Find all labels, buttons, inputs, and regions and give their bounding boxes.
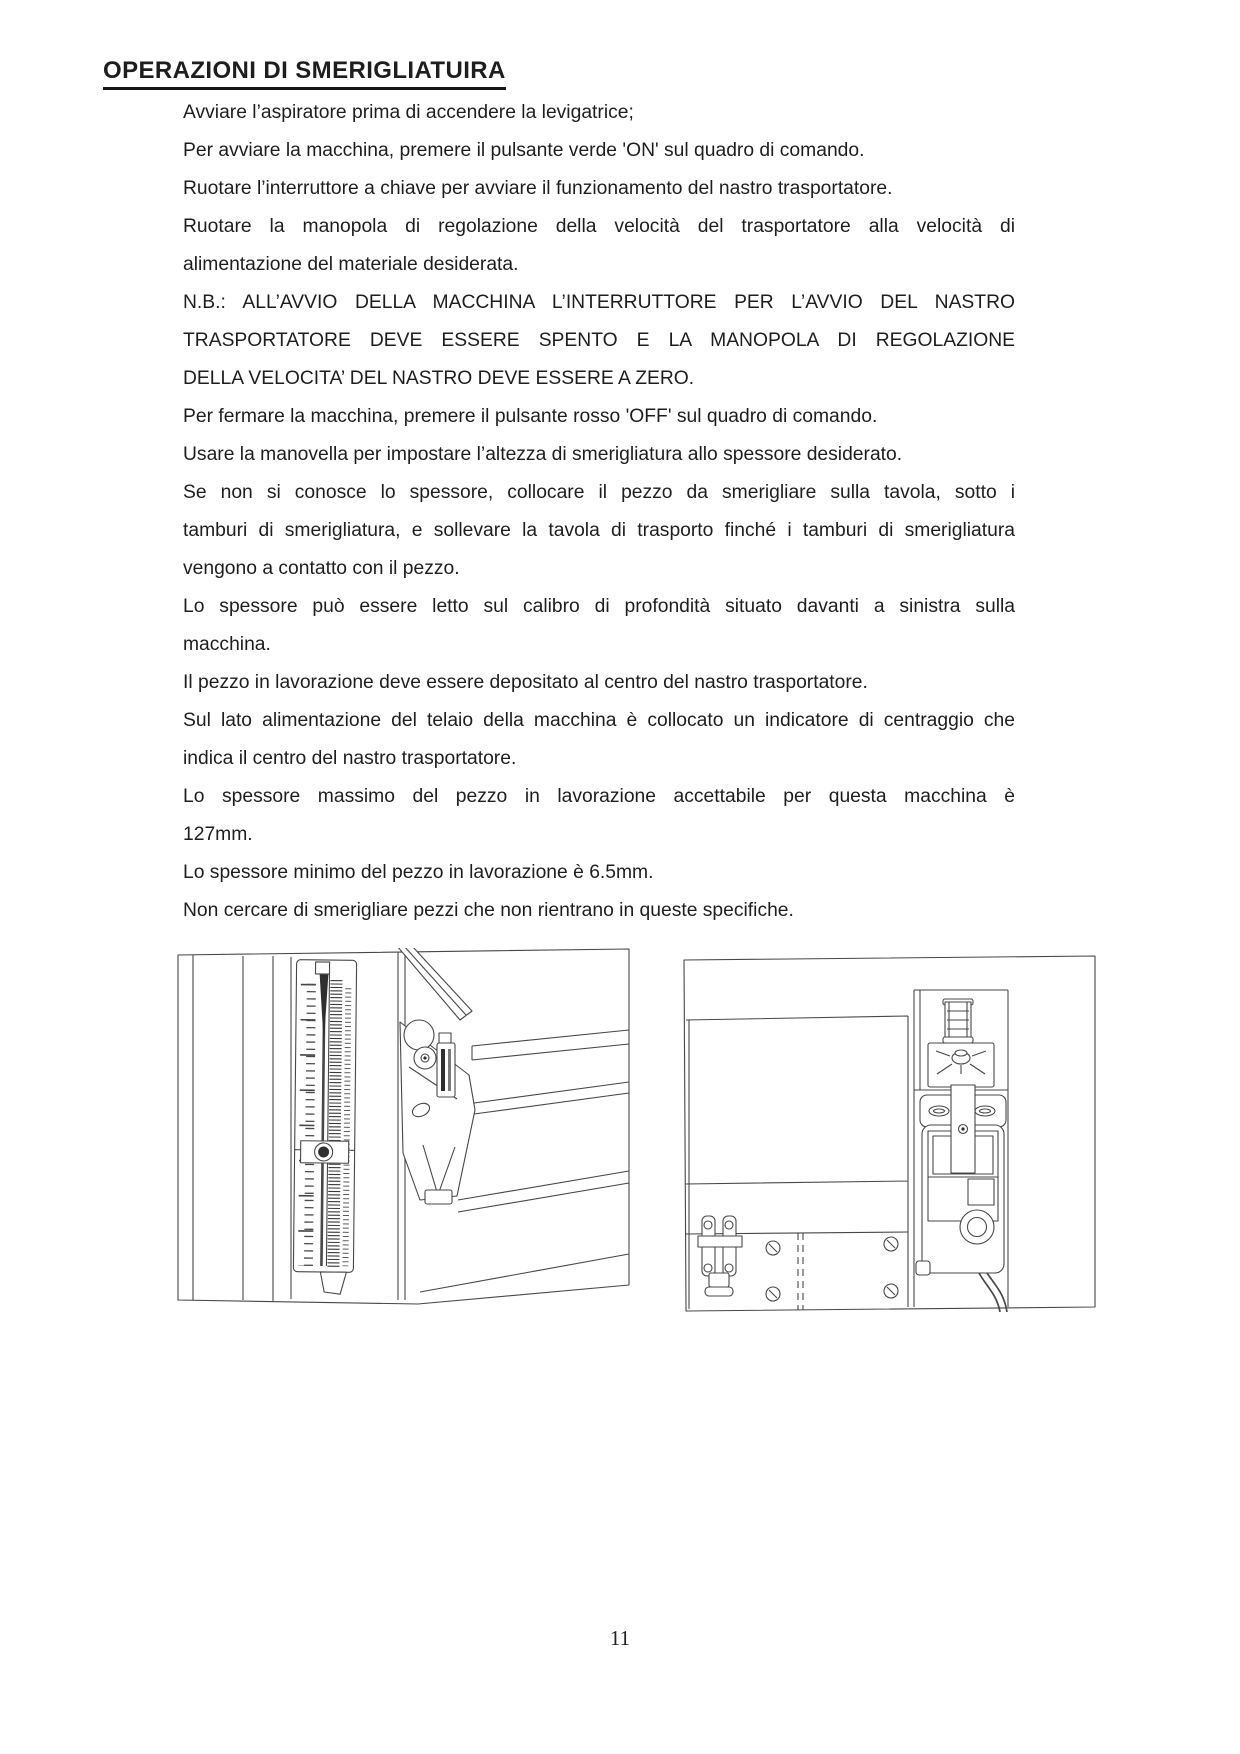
text-line: Sul lato alimentazione del telaio della macchina è collocato un indicatore di centraggio che [183, 710, 1015, 731]
panel-lines [686, 1016, 908, 1307]
power-cable [979, 1273, 1007, 1312]
text-line: Lo spessore massimo del pezzo in lavorazione accettabile per questa macchina è [183, 786, 1015, 807]
figure-border [684, 956, 1095, 1311]
page-number: 11 [609, 1626, 631, 1650]
figure-control-panel-drawing [682, 955, 1098, 1315]
text-line: Usare la manovella per impostare l’altezza di smerigliatura allo spessore desiderato. [183, 444, 903, 465]
text-line: alimentazione del materiale desiderata. [183, 254, 519, 275]
crank-handle [943, 999, 973, 1043]
figure-depth-gauge-drawing [176, 948, 630, 1308]
pivot-ring [404, 1020, 434, 1050]
text-line: Ruotare l’interruttore a chiave per avviare il funzionamento del nastro trasportatore. [183, 178, 893, 199]
text-line: Ruotare la manopola di regolazione della velocità del trasportatore alla velocità di [183, 216, 1015, 237]
body-text [183, 94, 1015, 930]
frame-lines [193, 955, 291, 1301]
text-line: N.B.: ALL’AVVIO DELLA MACCHINA L’INTERRUTTORE PER L’AVVIO DEL NASTRO [183, 292, 1015, 313]
text-line: vengono a contatto con il pezzo. [183, 558, 460, 579]
scale-foot [320, 1272, 346, 1294]
speed-knob-plate [928, 1043, 994, 1087]
text-line: Lo spessore può essere letto sul calibro di profondità situato davanti a sinistra sulla [183, 596, 1015, 617]
panel-screws [766, 1237, 898, 1301]
bracket-foot [425, 1190, 452, 1204]
text-line: Se non si conosce lo spessore, collocare il pezzo da smerigliare sulla tavola, sotto i [183, 482, 1015, 503]
control-knob [960, 1210, 994, 1244]
depth-scale [293, 960, 356, 1295]
text-line: TRASPORTATORE DEVE ESSERE SPENTO E LA MANOPOLA DI REGOLAZIONE [183, 330, 1015, 351]
text-line: indica il centro del nastro trasportatore. [183, 748, 517, 769]
text-line: Per avviare la macchina, premere il pulsante verde 'ON' sul quadro di comando. [183, 140, 865, 161]
text-line: Per fermare la macchina, premere il pulsante rosso 'OFF' sul quadro di comando. [183, 406, 878, 427]
control-button [968, 1179, 994, 1205]
text-line: Lo spessore minimo del pezzo in lavorazione è 6.5mm. [183, 862, 654, 883]
depth-gauge-svg [176, 948, 630, 1308]
text-line: 127mm. [183, 824, 253, 845]
text-line: tamburi di smerigliatura, e sollevare la tavola di trasporto finché i tamburi di smerigliatura [183, 520, 1015, 541]
text-line: Avviare l’aspiratore prima di accendere la levigatrice; [183, 102, 634, 123]
latch-block [437, 1043, 455, 1097]
page-title: OPERAZIONI DI SMERIGLIATUIRA [103, 57, 506, 90]
control-box [916, 1085, 1007, 1312]
band-line [686, 1232, 908, 1234]
text-line: Non cercare di smerigliare pezzi che non rientrano in queste specifiche. [183, 900, 794, 921]
text-line: Il pezzo in lavorazione deve essere depositato al centro del nastro trasportatore. [183, 672, 868, 693]
clamp-bracket [698, 1216, 742, 1296]
text-line: macchina. [183, 634, 271, 655]
control-panel-svg [682, 955, 1098, 1315]
text-line: DELLA VELOCITA’ DEL NASTRO DEVE ESSERE A ZERO. [183, 368, 695, 389]
